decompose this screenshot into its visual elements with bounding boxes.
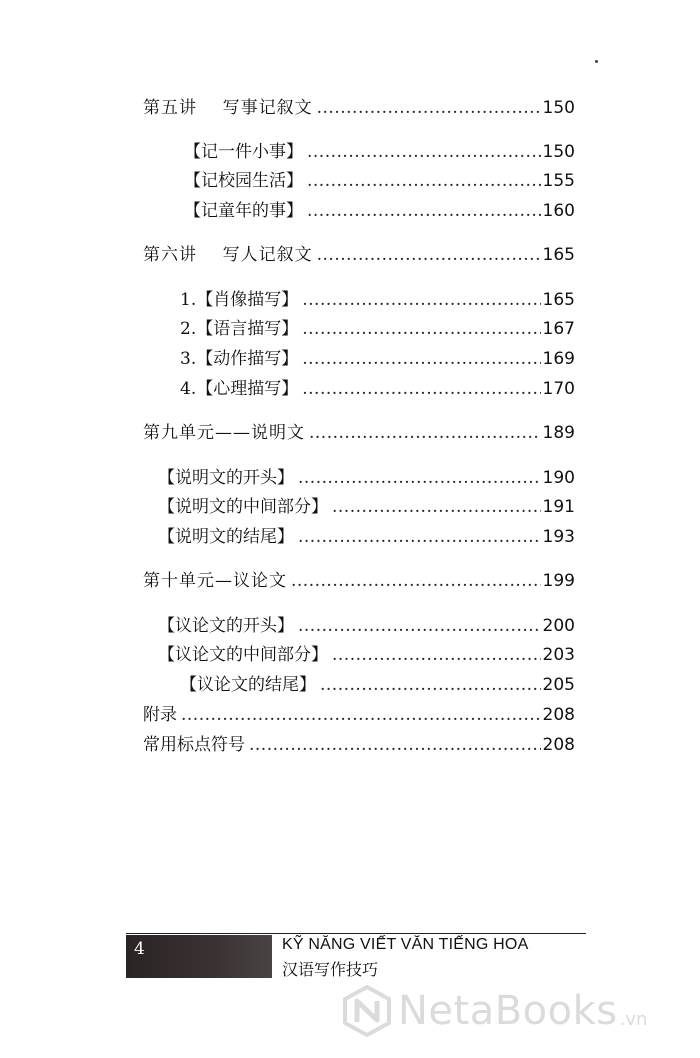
toc-entry-title: 【议论文的中间部分】	[158, 645, 328, 665]
toc-entry-chapter-6[interactable]	[143, 240, 575, 270]
toc-entry-punctuation[interactable]	[143, 730, 575, 760]
toc-entry-page: 160	[542, 201, 575, 221]
page-footer	[126, 933, 586, 979]
dot-leader	[317, 93, 541, 123]
toc-entry-unit-10[interactable]	[143, 566, 575, 596]
toc-entry-page: 165	[542, 245, 575, 265]
dot-leader	[332, 492, 541, 522]
toc-entry-title: 常用标点符号	[143, 735, 245, 755]
dot-leader	[298, 463, 541, 493]
toc-entry-title: 【记一件小事】	[184, 142, 303, 162]
toc-entry-page: 167	[542, 319, 575, 339]
toc-entry[interactable]	[180, 344, 575, 374]
toc-entry-title: 【说明文的结尾】	[158, 527, 294, 547]
toc-entry-page: 189	[542, 423, 575, 443]
toc-entry-appendix[interactable]	[143, 700, 575, 730]
toc-entry-title: 第九单元——说明文	[143, 423, 305, 443]
toc-entry[interactable]	[158, 492, 575, 522]
dot-leader	[302, 285, 540, 315]
book-title: KỸ NĂNG VIẾT VĂN TIẾNG HOA	[282, 936, 529, 953]
toc-entry-page: 208	[542, 705, 575, 725]
toc-entry-page: 169	[542, 349, 575, 369]
toc-entry[interactable]	[180, 285, 575, 315]
toc-entry-page: 191	[542, 497, 575, 517]
toc-entry-page: 205	[542, 675, 575, 695]
toc-entry-page: 193	[542, 527, 575, 547]
toc-entry-page: 155	[542, 171, 575, 191]
toc-entry-title: 【说明文的中间部分】	[158, 497, 328, 517]
dot-leader	[302, 344, 540, 374]
dot-leader	[298, 522, 541, 552]
toc-entry-title: 【议论文的结尾】	[180, 675, 316, 695]
toc-entry-page: 150	[542, 98, 575, 118]
toc-entry[interactable]	[158, 640, 575, 670]
toc-entry-page: 199	[542, 571, 575, 591]
toc-entry-title: 3.【动作描写】	[180, 349, 299, 369]
netabooks-logo-icon	[340, 984, 394, 1038]
toc-entry-title: 【记童年的事】	[184, 201, 303, 221]
toc-entry[interactable]	[184, 166, 575, 196]
watermark-text: NetaBooks	[398, 988, 618, 1034]
toc-entry-page: 200	[542, 616, 575, 636]
page-number-box	[126, 935, 272, 978]
dot-leader	[307, 166, 541, 196]
dot-leader	[317, 240, 541, 270]
toc-entry[interactable]	[180, 374, 575, 404]
toc-entry-title: 第五讲 写事记叙文	[143, 98, 313, 118]
dot-leader	[309, 418, 541, 448]
dot-leader	[302, 314, 540, 344]
toc-entry-title: 第六讲 写人记叙文	[143, 245, 313, 265]
dot-leader	[302, 374, 540, 404]
toc-entry[interactable]	[158, 522, 575, 552]
toc-entry-title: 【议论文的开头】	[158, 616, 294, 636]
dot-leader	[332, 640, 541, 670]
watermark-suffix: .vn	[619, 1009, 648, 1030]
toc-entry-unit-9[interactable]	[143, 418, 575, 448]
toc-entry[interactable]	[158, 611, 575, 641]
dot-leader	[307, 196, 541, 226]
scan-mark	[595, 60, 598, 63]
toc-entry[interactable]	[184, 196, 575, 226]
toc-entry-title: 第十单元—议论文	[143, 571, 287, 591]
toc-entry[interactable]	[180, 314, 575, 344]
toc-entry-page: 203	[542, 645, 575, 665]
dot-leader	[181, 700, 541, 730]
dot-leader	[291, 566, 541, 596]
page-number: 4	[134, 939, 145, 959]
watermark	[340, 986, 647, 1036]
toc-entry[interactable]	[158, 463, 575, 493]
toc-entry-title: 附录	[143, 705, 177, 725]
toc-entry-title: 2.【语言描写】	[180, 319, 299, 339]
toc-entry[interactable]	[184, 137, 575, 167]
toc-entry-page: 170	[542, 379, 575, 399]
footer-rule	[126, 933, 586, 934]
toc-entry-title: 【说明文的开头】	[158, 468, 294, 488]
toc-entry-chapter-5[interactable]	[143, 93, 575, 123]
dot-leader	[298, 611, 541, 641]
toc-entry[interactable]	[180, 670, 575, 700]
toc-entry-page: 150	[542, 142, 575, 162]
dot-leader	[307, 137, 541, 167]
dot-leader	[320, 670, 541, 700]
toc-entry-title: 1.【肖像描写】	[180, 290, 299, 310]
book-subtitle: 汉语写作技巧	[282, 960, 379, 979]
toc-entry-page: 165	[542, 290, 575, 310]
toc-entry-title: 【记校园生活】	[184, 171, 303, 191]
toc-entry-page: 208	[542, 735, 575, 755]
toc-entry-title: 4.【心理描写】	[180, 379, 299, 399]
dot-leader	[249, 730, 541, 760]
toc-entry-page: 190	[542, 468, 575, 488]
